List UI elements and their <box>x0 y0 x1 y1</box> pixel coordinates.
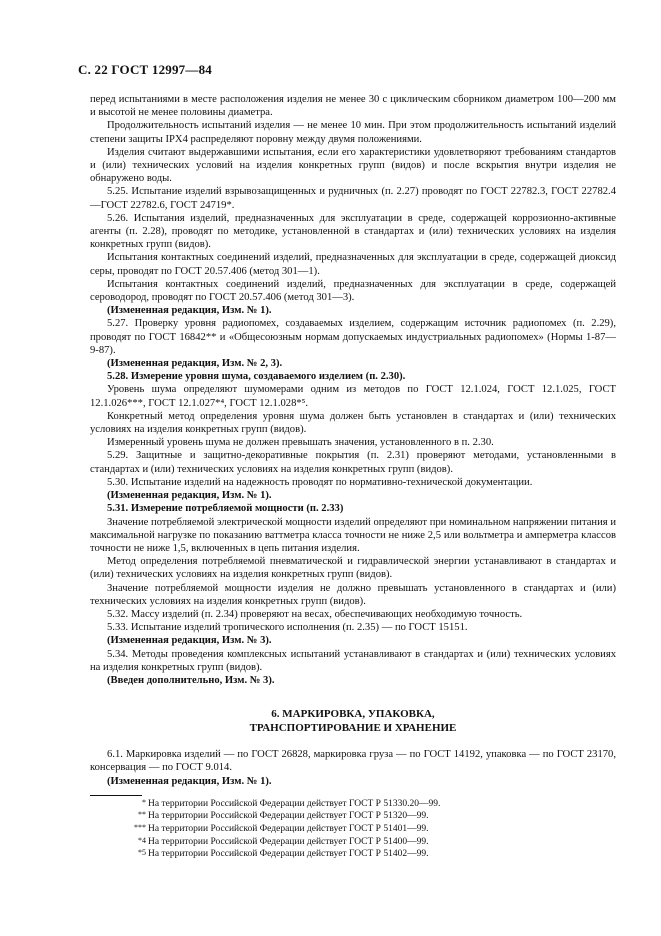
paragraph: Уровень шума определяют шумомерами одним из методов по ГОСТ 12.1.024, ГОСТ 12.1.025, ГОСТ 12.1.026***, ГОСТ 12.1.027*⁴, ГОСТ 12.1.028*⁵. <box>90 384 616 409</box>
footnote-mark: ** <box>138 810 146 820</box>
paragraph: Метод определения потребляемой пневматической и гидравлической энергии устанавливают в стандартах и (или) технических условиях на изделия конкретных групп (видов). <box>90 556 616 581</box>
paragraph: Конкретный метод определения уровня шума должен быть установлен в стандартах и (или) технических условиях на изделия конкретных групп (видов). <box>90 410 616 436</box>
footnote-text: На территории Российской Федерации действует ГОСТ Р 51402—99. <box>148 849 429 860</box>
footnote-text: На территории Российской Федерации действует ГОСТ Р 51401—99. <box>148 823 429 834</box>
footnote-mark: *4 <box>138 835 146 845</box>
paragraph: (Измененная редакция, Изм. № 2, 3). <box>107 358 283 370</box>
paragraph: 5.31. Измерение потребляемой мощности (п. 2.33) <box>107 503 344 515</box>
section-title-line1: 6. МАРКИРОВКА, УПАКОВКА, <box>271 708 435 721</box>
paragraph: перед испытаниями в месте расположения изделия не менее 30 с циклическим сборником диаметром 100—200 мм и высотой не менее половины диаметра. <box>90 94 616 119</box>
footnote-mark: * <box>142 797 146 807</box>
paragraph: 5.28. Измерение уровня шума, создаваемого изделием (п. 2.30). <box>107 371 406 383</box>
paragraph: 5.26. Испытания изделий, предназначенных для эксплуатации в среде, содержащей коррозионно-активные агенты (п. 2.28), проводят по методике, установленной в стандартах и (или) технических условиях на изделия конкретных групп (видов). <box>90 212 616 251</box>
paragraph: Испытания контактных соединений изделий, предназначенных для эксплуатации в среде, содержащей сероводород, проводят по ГОСТ 20.57.406 (метод 301—3). <box>90 278 616 304</box>
paragraph: Испытания контактных соединений изделий, предназначенных для эксплуатации в среде, содержащей диоксид серы, проводят по ГОСТ 20.57.406 (метод 301—1). <box>90 252 616 277</box>
paragraph: 6.1. Маркировка изделий — по ГОСТ 26828, маркировка груза — по ГОСТ 14192, упаковка — по ГОСТ 23170, консервация — по ГОСТ 9.014. <box>90 749 616 774</box>
section-title <box>90 707 616 735</box>
footnote-text: На территории Российской Федерации действует ГОСТ Р 51330.20—99. <box>148 798 441 809</box>
section-paragraph-list <box>90 748 616 788</box>
footnote-text: На территории Российской Федерации действует ГОСТ Р 51400—99. <box>148 836 429 847</box>
footnote-mark: *** <box>134 822 146 832</box>
paragraph: (Измененная редакция, Изм. № 1). <box>107 775 272 787</box>
section-title-line2: ТРАНСПОРТИРОВАНИЕ И ХРАНЕНИЕ <box>249 722 457 735</box>
paragraph: Значение потребляемой электрической мощности изделий определяют при номинальном напряжении питания и максимальной нагрузке по показанию ваттметра класса точности не ниже 2,5 или вольтметра и амперметра классов точности не ниже 1,5, включенных в цепь питания изделия. <box>90 516 616 554</box>
paragraph: Измеренный уровень шума не должен превышать значения, установленного в п. 2.30. <box>107 437 494 449</box>
footnote-text: На территории Российской Федерации действует ГОСТ Р 51320—99. <box>148 811 429 822</box>
footnote <box>90 848 616 861</box>
paragraph-list <box>90 93 616 687</box>
main-text <box>90 93 616 861</box>
page-header: С. 22 ГОСТ 12997—84 <box>78 62 212 77</box>
paragraph: (Введен дополнительно, Изм. № 3). <box>107 674 275 686</box>
paragraph: 5.25. Испытание изделий взрывозащищенных и рудничных (п. 2.27) проводят по ГОСТ 22782.3, ГОСТ 22782.4—ГОСТ 22782.6, ГОСТ 24719*. <box>90 186 616 211</box>
footnote <box>90 836 616 849</box>
paragraph: (Измененная редакция, Изм. № 1). <box>107 490 272 502</box>
paragraph: 5.29. Защитные и защитно-декоративные покрытия (п. 2.31) проверяют методами, установленными в стандартах и (или) технических условиях на изделия конкретных групп (видов). <box>90 450 616 475</box>
footnote <box>90 798 616 811</box>
footnote <box>90 810 616 823</box>
paragraph: (Измененная редакция, Изм. № 1). <box>107 305 272 317</box>
paragraph: 5.32. Массу изделий (п. 2.34) проверяют на весах, обеспечивающих необходимую точность. <box>107 608 523 620</box>
paragraph: 5.34. Методы проведения комплексных испытаний устанавливают в стандартах и (или) технических условиях на изделия конкретных групп (видов). <box>90 648 616 673</box>
paragraph: 5.30. Испытание изделий на надежность проводят по нормативно-технической документации. <box>107 476 533 488</box>
paragraph: Продолжительность испытаний изделия — не менее 10 мин. При этом продолжительность испытаний изделий степени защиты IPX4 распределяют поровну между двумя положениями. <box>90 120 616 145</box>
footnote-list <box>90 798 616 861</box>
paragraph: Изделия считают выдержавшими испытания, если его характеристики удовлетворяют требованиям стандартов и (или) технических условий на изделия конкретных групп (видов) и после вскрытия внутри изделия не обнаружено воды. <box>90 146 616 185</box>
paragraph: (Измененная редакция, Изм. № 3). <box>107 635 272 647</box>
footnote-mark: *5 <box>138 848 146 858</box>
footnote-divider <box>90 795 142 796</box>
footnote <box>90 823 616 836</box>
paragraph: 5.27. Проверку уровня радиопомех, создаваемых изделием, содержащим источник радиопомех (п. 2.29), проводят по ГОСТ 16842** и «Общесоюзным нормам допускаемых индустриальных радиопомех» (Нормы 1-87—9-87). <box>90 318 616 356</box>
paragraph: Значение потребляемой мощности изделия не должно превышать установленного в стандартах и (или) технических условиях на изделия конкретных групп (видов). <box>90 582 616 607</box>
paragraph: 5.33. Испытание изделий тропического исполнения (п. 2.35) — по ГОСТ 15151. <box>107 622 468 634</box>
